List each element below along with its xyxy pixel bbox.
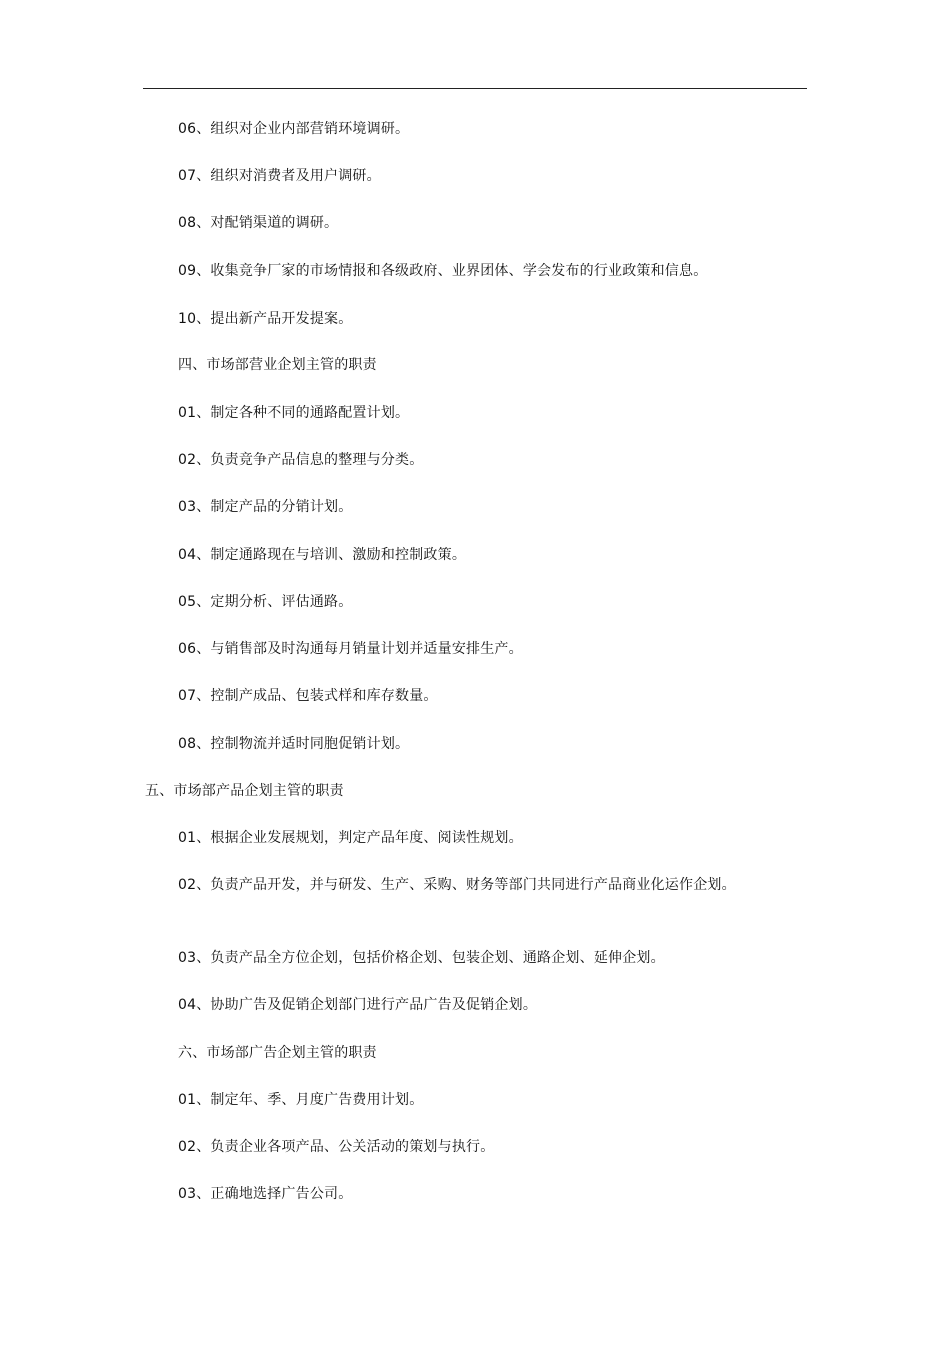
list-item: 05、定期分析、评估通路。	[178, 594, 353, 610]
list-item: 07、控制产成品、包装式样和库存数量。	[178, 688, 438, 704]
list-item: 09、收集竞争厂家的市场情报和各级政府、业界团体、学会发布的行业政策和信息。	[178, 263, 708, 279]
list-item: 03、负责产品全方位企划，包括价格企划、包装企划、通路企划、延伸企划。	[178, 950, 665, 966]
list-item: 03、正确地选择广告公司。	[178, 1186, 353, 1202]
list-item: 04、协助广告及促销企划部门进行产品广告及促销企划。	[178, 997, 538, 1013]
list-item: 04、制定通路现在与培训、激励和控制政策。	[178, 547, 467, 563]
list-item: 08、对配销渠道的调研。	[178, 215, 339, 231]
list-item: 08、控制物流并适时同胞促销计划。	[178, 736, 410, 752]
list-item: 06、组织对企业内部营销环境调研。	[178, 121, 410, 137]
section-heading: 六、市场部广告企划主管的职责	[178, 1045, 377, 1061]
list-item: 07、组织对消费者及用户调研。	[178, 168, 381, 184]
list-item: 01、制定各种不同的通路配置计划。	[178, 405, 410, 421]
section-heading: 五、市场部产品企划主管的职责	[145, 783, 344, 799]
list-item: 01、制定年、季、月度广告费用计划。	[178, 1092, 424, 1108]
section-heading: 四、市场部营业企划主管的职责	[178, 357, 377, 373]
list-item: 02、负责产品开发，并与研发、生产、采购、财务等部门共同进行产品商业化运作企划。	[178, 877, 736, 893]
list-item: 10、提出新产品开发提案。	[178, 311, 353, 327]
list-item: 01、根据企业发展规划，判定产品年度、阅读性规划。	[178, 830, 523, 846]
list-item: 03、制定产品的分销计划。	[178, 499, 353, 515]
list-item: 06、与销售部及时沟通每月销量计划并适量安排生产。	[178, 641, 523, 657]
list-item: 02、负责企业各项产品、公关活动的策划与执行。	[178, 1139, 495, 1155]
header-rule	[143, 88, 807, 89]
list-item: 02、负责竞争产品信息的整理与分类。	[178, 452, 424, 468]
